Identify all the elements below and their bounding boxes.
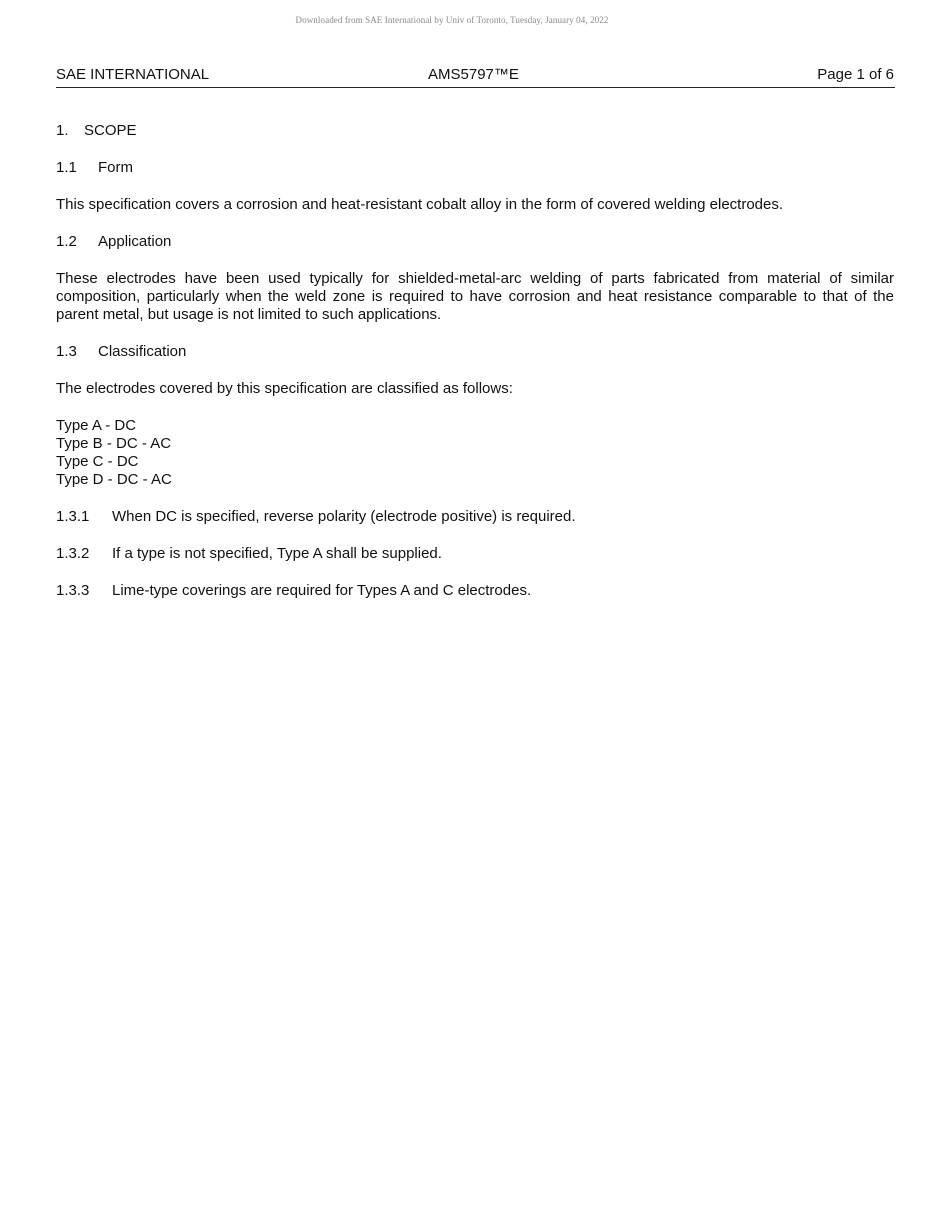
section-title: Application: [98, 233, 172, 250]
document-body: [56, 122, 894, 600]
section-number: 1.3: [56, 343, 77, 360]
list-item: Type B - DC - AC: [56, 435, 172, 452]
document-id: AMS5797™E: [428, 66, 519, 83]
subsection-number: 1.3.2: [56, 545, 90, 562]
application-paragraph: These electrodes have been used typically for shielded-metal-arc welding of parts fabricated from material of similar composition, particularly when the weld zone is required to have corrosion and heat resistance comparable to that of the parent metal, but usage is not limited to such applications.: [56, 270, 894, 323]
section-number: 1.2: [56, 233, 77, 250]
subsection-text: Lime-type coverings are required for Types A and C electrodes.: [112, 582, 532, 599]
section-heading-application: [56, 233, 894, 251]
classification-intro: The electrodes covered by this specification are classified as follows:: [56, 380, 513, 397]
list-item: Type D - DC - AC: [56, 471, 172, 488]
section-number: 1.: [56, 122, 69, 139]
subsection-1-3-2: [56, 545, 894, 563]
subsection-1-3-3: [56, 582, 894, 600]
section-title: Form: [98, 159, 133, 176]
list-item: Type C - DC: [56, 453, 139, 470]
download-watermark: Downloaded from SAE International by Univ of Toronto, Tuesday, January 04, 2022: [295, 15, 609, 25]
section-heading-scope: [56, 122, 894, 140]
section-heading-classification: [56, 343, 894, 361]
subsection-number: 1.3.3: [56, 582, 90, 599]
subsection-1-3-1: [56, 508, 894, 526]
section-title: Classification: [98, 343, 187, 360]
section-number: 1.1: [56, 159, 77, 176]
subsection-number: 1.3.1: [56, 508, 90, 525]
section-title: SCOPE: [84, 122, 137, 139]
page-header: [56, 66, 895, 88]
form-paragraph: This specification covers a corrosion and heat-resistant cobalt alloy in the form of covered welding electrodes.: [56, 196, 784, 213]
type-list: [56, 417, 894, 489]
list-item: Type A - DC: [56, 417, 137, 434]
section-heading-form: [56, 159, 894, 177]
page-number: Page 1 of 6: [817, 66, 894, 83]
subsection-text: When DC is specified, reverse polarity (electrode positive) is required.: [112, 508, 576, 525]
subsection-text: If a type is not specified, Type A shall be supplied.: [112, 545, 442, 562]
publisher-name: SAE INTERNATIONAL: [56, 66, 210, 83]
